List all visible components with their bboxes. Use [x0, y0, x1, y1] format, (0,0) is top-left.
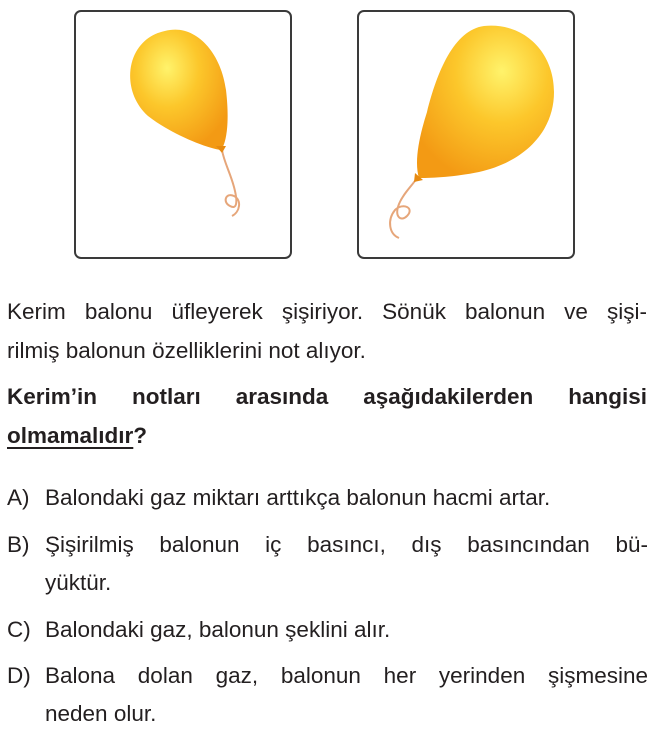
option-text-continued: yüktür.	[45, 570, 112, 595]
inflated-balloon-panel	[357, 10, 575, 259]
inflated-balloon-icon	[359, 12, 577, 261]
option-letter: D)	[7, 663, 31, 688]
question-intro-line2: rilmiş balonun özelliklerini not alıyor.	[7, 338, 366, 363]
option-text: Balondaki gaz, balonun şeklini alır.	[45, 617, 391, 642]
option-letter: C)	[7, 617, 31, 642]
question-prompt-line2	[7, 421, 147, 451]
question-negation-word: olmamalıdır	[7, 423, 134, 448]
question-mark: ?	[133, 423, 148, 448]
deflated-balloon-icon	[76, 12, 294, 261]
option-letter: A)	[7, 485, 30, 510]
question-intro-line1: Kerim balonu üfleyerek şişiriyor. Sönük balonun ve şişi-	[7, 299, 647, 324]
option-text: Balondaki gaz miktarı arttıkça balonun hacmi artar.	[45, 485, 551, 510]
option-text: Balona dolan gaz, balonun her yerinden şişmesine	[45, 663, 648, 688]
question-prompt-line1: Kerim’in notları arasında aşağıdakilerden hangisi	[7, 384, 647, 409]
option-letter: B)	[7, 532, 30, 557]
deflated-balloon-panel	[74, 10, 292, 259]
option-text-continued: neden olur.	[45, 701, 157, 726]
option-text: Şişirilmiş balonun iç basıncı, dış basıncından bü-	[45, 532, 648, 557]
